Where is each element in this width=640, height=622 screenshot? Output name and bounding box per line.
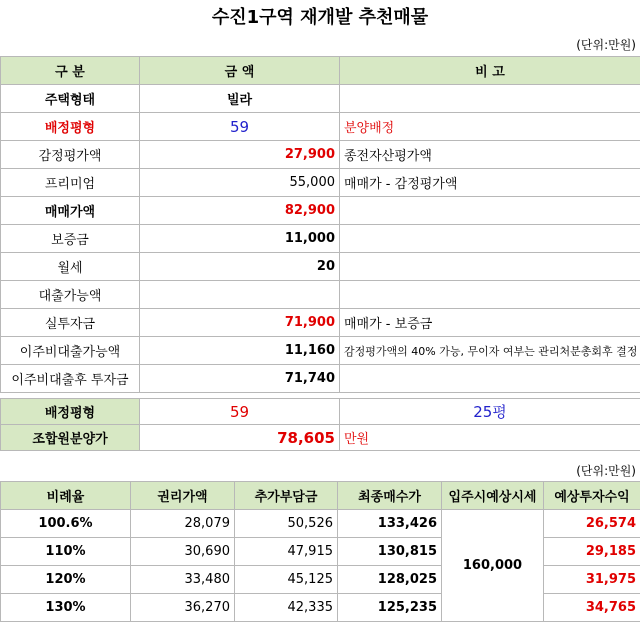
row-label: 배정평형 (1, 113, 140, 141)
row-note: 감정평가액의 40% 가능, 무이자 여부는 관리처분총회후 결정 (340, 337, 640, 365)
table-row (1, 253, 640, 281)
row-note: 매매가 - 감정평가액 (340, 169, 640, 197)
header-profit: 예상투자수익 (544, 482, 640, 510)
table-row (1, 425, 640, 451)
row-value: 55,000 (140, 169, 340, 197)
row-note: 종전자산평가액 (340, 141, 640, 169)
table-row (1, 337, 640, 365)
table-row (1, 113, 640, 141)
row-value: 71,900 (140, 309, 340, 337)
cell-rights: 28,079 (131, 510, 235, 538)
row-label: 매매가액 (1, 197, 140, 225)
row-note: 매매가 - 보증금 (340, 309, 640, 337)
cell-ratio: 100.6% (1, 510, 131, 538)
row-note (340, 225, 640, 253)
row-value: 빌라 (140, 85, 340, 113)
table-row (1, 538, 640, 566)
header-ratio: 비례율 (1, 482, 131, 510)
row-note (340, 253, 640, 281)
cell-final: 125,235 (338, 594, 442, 622)
row-label: 배정평형 (1, 399, 140, 425)
cell-expected-price: 160,000 (442, 510, 544, 622)
allocation-table (0, 398, 640, 451)
row-note (340, 365, 640, 393)
row-note (340, 85, 640, 113)
cell-rights: 33,480 (131, 566, 235, 594)
row-label: 감정평가액 (1, 141, 140, 169)
row-value: 59 (140, 399, 340, 425)
header-expected-price: 입주시예상시세 (442, 482, 544, 510)
header-note: 비 고 (340, 57, 640, 85)
row-note: 분양배정 (340, 113, 640, 141)
row-label: 실투자금 (1, 309, 140, 337)
row-note: 만원 (340, 425, 640, 451)
table-row (1, 141, 640, 169)
property-summary-table (0, 56, 640, 393)
cell-profit: 26,574 (544, 510, 640, 538)
row-value: 27,900 (140, 141, 340, 169)
cell-extra: 42,335 (235, 594, 338, 622)
table-row (1, 510, 640, 538)
page-title: 수진1구역 재개발 추천매물 (0, 0, 640, 36)
table-row (1, 281, 640, 309)
cell-rights: 30,690 (131, 538, 235, 566)
row-label: 주택형태 (1, 85, 140, 113)
header-category: 구 분 (1, 57, 140, 85)
table-row (1, 365, 640, 393)
row-label: 조합원분양가 (1, 425, 140, 451)
row-value (140, 281, 340, 309)
row-value: 11,000 (140, 225, 340, 253)
cell-profit: 29,185 (544, 538, 640, 566)
table-row (1, 169, 640, 197)
header-amount: 금 액 (140, 57, 340, 85)
row-note (340, 197, 640, 225)
row-label: 프리미엄 (1, 169, 140, 197)
investment-return-table (0, 481, 640, 622)
row-label: 대출가능액 (1, 281, 140, 309)
row-note (340, 281, 640, 309)
cell-extra: 45,125 (235, 566, 338, 594)
cell-final: 130,815 (338, 538, 442, 566)
row-label: 이주비대출가능액 (1, 337, 140, 365)
row-value: 82,900 (140, 197, 340, 225)
table-header-row (1, 57, 640, 85)
row-value: 11,160 (140, 337, 340, 365)
row-value: 20 (140, 253, 340, 281)
cell-final: 133,426 (338, 510, 442, 538)
table-row (1, 399, 640, 425)
unit-label-1: (단위:만원) (576, 36, 636, 53)
row-note: 25평 (340, 399, 640, 425)
header-rights: 권리가액 (131, 482, 235, 510)
unit-label-2: (단위:만원) (576, 462, 636, 479)
row-value: 78,605 (140, 425, 340, 451)
table-row (1, 309, 640, 337)
cell-ratio: 120% (1, 566, 131, 594)
table-row (1, 225, 640, 253)
header-final: 최종매수가 (338, 482, 442, 510)
cell-extra: 47,915 (235, 538, 338, 566)
row-label: 보증금 (1, 225, 140, 253)
row-value: 59 (140, 113, 340, 141)
table-row (1, 594, 640, 622)
table-row (1, 85, 640, 113)
cell-ratio: 110% (1, 538, 131, 566)
cell-profit: 31,975 (544, 566, 640, 594)
cell-rights: 36,270 (131, 594, 235, 622)
row-value: 71,740 (140, 365, 340, 393)
cell-ratio: 130% (1, 594, 131, 622)
row-label: 월세 (1, 253, 140, 281)
cell-extra: 50,526 (235, 510, 338, 538)
header-extra: 추가부담금 (235, 482, 338, 510)
cell-profit: 34,765 (544, 594, 640, 622)
table-row (1, 197, 640, 225)
table-row (1, 566, 640, 594)
table-header-row (1, 482, 640, 510)
cell-final: 128,025 (338, 566, 442, 594)
row-label: 이주비대출후 투자금 (1, 365, 140, 393)
